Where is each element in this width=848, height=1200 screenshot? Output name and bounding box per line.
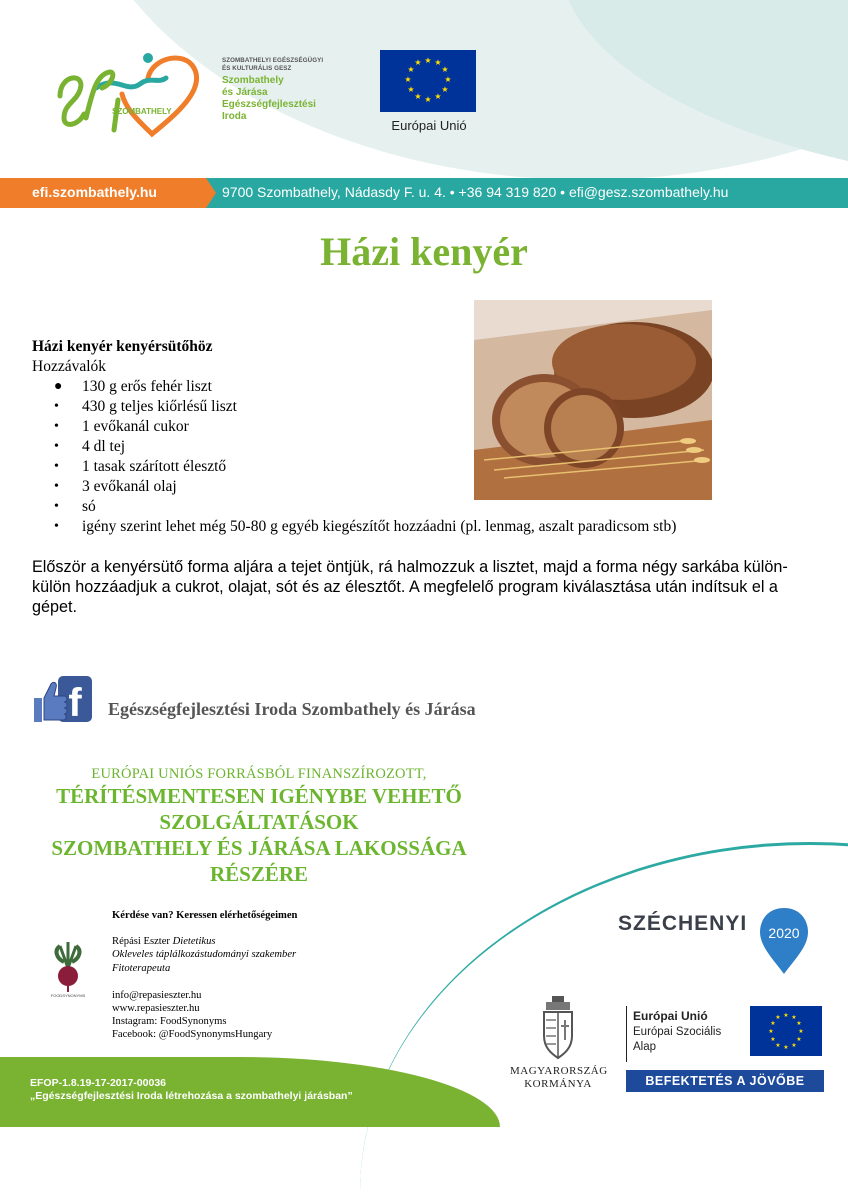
szechenyi-year: 2020 — [768, 925, 800, 941]
facebook-like-icon — [32, 676, 94, 724]
svg-text:★: ★ — [407, 85, 415, 94]
contact-email[interactable]: info@repasieszter.hu — [112, 989, 202, 1001]
notice-line2: TÉRÍTÉSMENTESEN IGÉNYBE VEHETŐ — [56, 784, 462, 808]
project-code: EFOP-1.8.19-17-2017-00036 — [30, 1077, 167, 1089]
list-item: • 4 dl tej — [54, 438, 126, 455]
facebook-page-name: Egészségfejlesztési Iroda Szombathely és Járása — [108, 698, 476, 719]
page-title: Házi kenyér — [320, 229, 528, 274]
ingredients-list — [32, 377, 822, 537]
svg-text:★: ★ — [798, 1028, 804, 1035]
svg-text:★: ★ — [770, 1036, 776, 1043]
svg-text:★: ★ — [434, 92, 442, 101]
svg-text:★: ★ — [796, 1036, 802, 1043]
eu-stars-icon — [380, 50, 476, 112]
org-name — [222, 57, 372, 123]
contact-info — [112, 909, 412, 1042]
bullet-icon: ● — [54, 379, 63, 394]
contact-details: 9700 Szombathely, Nádasdy F. u. 4. • +36 94 319 820 • efi@gesz.szombathely.hu — [206, 178, 848, 208]
contact-bar — [0, 178, 848, 208]
szechenyi-logo-text: SZÉCHENYI — [618, 912, 748, 935]
recipe — [32, 337, 822, 537]
eu-social-text — [626, 1006, 750, 1062]
recipe-subtitle: Házi kenyér kenyérsütőhöz — [32, 338, 213, 355]
list-item: • 3 evőkanál olaj — [54, 478, 177, 495]
eu-logo — [380, 50, 478, 133]
bullet-icon: • — [54, 519, 59, 534]
foodsynonyms-logo — [46, 940, 90, 998]
contact-question: Kérdése van? Keressen elérhetőségeimen — [112, 910, 298, 921]
list-item: • 1 evőkanál cukor — [54, 418, 189, 435]
eu-caption: Európai Unió — [391, 118, 467, 133]
recipe-method: Először a kenyérsütő forma aljára a tejet öntjük, rá halmozzuk a lisztet, majd a forma négy sarkába külön-külön hozzáadjuk a cukrot, olajat, sót és az élesztőt. A megfelelő program kiválasztása után indítsuk el a gépet. — [32, 558, 788, 616]
svg-text:★: ★ — [441, 65, 449, 74]
foodsynonyms-brand: FOODSYNONYMS — [50, 993, 86, 998]
efi-logo — [56, 44, 216, 140]
bullet-icon: • — [54, 459, 59, 474]
contact-role3-row — [112, 962, 412, 975]
org-green-line2: és Járása — [222, 87, 268, 98]
bullet-icon: • — [54, 439, 59, 454]
mk-line2: KORMÁNYA — [524, 1078, 592, 1090]
list-item: • 1 tasak szárított élesztő — [54, 458, 227, 475]
svg-text:★: ★ — [407, 65, 415, 74]
contact-role1: Dietetikus — [172, 936, 216, 948]
spacer — [112, 975, 412, 989]
notice-line1: EURÓPAI UNIÓS FORRÁSBÓL FINANSZÍROZOTT, — [91, 766, 427, 782]
eu-flag-small — [750, 1006, 822, 1056]
org-small-line1: SZOMBATHELYI EGÉSZSÉGÜGYI — [222, 57, 324, 64]
org-small-line2: ÉS KULTURÁLIS GESZ — [222, 65, 292, 72]
ingredients-label: Hozzávalók — [32, 358, 107, 375]
org-green-line4: Iroda — [222, 111, 247, 122]
svg-text:★: ★ — [770, 1020, 776, 1027]
notice-line4: SZOMBATHELY ÉS JÁRÁSA LAKOSSÁGA — [51, 836, 467, 860]
contact-role3: Fitoterapeuta — [112, 962, 171, 974]
eu-social-line1: Európai Unió — [633, 1009, 708, 1023]
svg-text:★: ★ — [424, 95, 432, 104]
efi-logo-city: SZOMBATHELY — [112, 107, 172, 116]
svg-text:★: ★ — [434, 58, 442, 67]
bullet-icon: • — [54, 399, 59, 414]
svg-text:★: ★ — [441, 85, 449, 94]
svg-text:★: ★ — [775, 1042, 781, 1049]
eu-social-fund-logo — [626, 1006, 824, 1062]
contact-facebook: Facebook: @FoodSynonymsHungary — [112, 1029, 273, 1041]
org-green-line1: Szombathely — [222, 75, 284, 86]
szechenyi-pin-icon — [758, 906, 810, 976]
eu-flag — [380, 50, 476, 112]
bullet-icon: • — [54, 419, 59, 434]
list-item: • igény szerint lehet még 50-80 g egyéb kiegészítőt hozzáadni (pl. lenmag, aszalt paradicsom stb) — [54, 518, 677, 535]
magyarorszag-kormanya-logo — [510, 996, 606, 1091]
contact-name: Répási Eszter — [112, 936, 170, 948]
list-item: • 430 g teljes kiőrlésű liszt — [54, 398, 237, 415]
funding-notice — [20, 766, 498, 887]
list-item: • só — [54, 498, 96, 515]
contact-role2: Okleveles táplálkozástudományi szakember — [112, 949, 297, 961]
svg-text:★: ★ — [783, 1012, 789, 1019]
bullet-icon: • — [54, 479, 59, 494]
svg-text:★: ★ — [414, 58, 422, 67]
bullet-icon: • — [54, 499, 59, 514]
notice-line3: SZOLGÁLTATÁSOK — [159, 810, 359, 834]
svg-text:★: ★ — [796, 1020, 802, 1027]
svg-text:★: ★ — [775, 1014, 781, 1021]
eu-social-line3: Alap — [633, 1041, 657, 1053]
facebook-link[interactable] — [32, 676, 476, 724]
project-footer — [0, 1057, 500, 1127]
invest-banner: BEFEKTETÉS A JÖVŐBE — [626, 1070, 824, 1092]
contact-name-row — [112, 935, 412, 948]
svg-text:★: ★ — [791, 1014, 797, 1021]
website-link[interactable]: efi.szombathely.hu — [0, 178, 206, 208]
org-green-line3: Egészségfejlesztési — [222, 99, 316, 110]
eu-social-line2: Európai Szociális — [633, 1026, 722, 1038]
contact-web[interactable]: www.repasieszter.hu — [112, 1003, 200, 1015]
svg-text:★: ★ — [404, 75, 412, 84]
contact-role2-row — [112, 948, 412, 961]
eu-stars-small-icon — [750, 1006, 822, 1056]
svg-text:f: f — [68, 681, 82, 724]
list-item: ● 130 g erős fehér liszt — [54, 378, 212, 395]
coat-of-arms-icon — [538, 996, 578, 1060]
mk-line1: MAGYARORSZÁG — [510, 1065, 608, 1077]
project-title: „Egészségfejlesztési Iroda létrehozása a szombathelyi járásban” — [30, 1090, 353, 1102]
org-green-block — [222, 75, 372, 123]
notice-line5: RÉSZÉRE — [209, 862, 309, 886]
svg-text:★: ★ — [424, 56, 432, 65]
footer-text — [30, 1077, 353, 1103]
svg-text:★: ★ — [791, 1042, 797, 1049]
svg-text:★: ★ — [768, 1028, 774, 1035]
svg-text:★: ★ — [783, 1044, 789, 1051]
svg-text:★: ★ — [414, 92, 422, 101]
svg-text:★: ★ — [444, 75, 452, 84]
contact-instagram: Instagram: FoodSynonyms — [112, 1016, 227, 1028]
